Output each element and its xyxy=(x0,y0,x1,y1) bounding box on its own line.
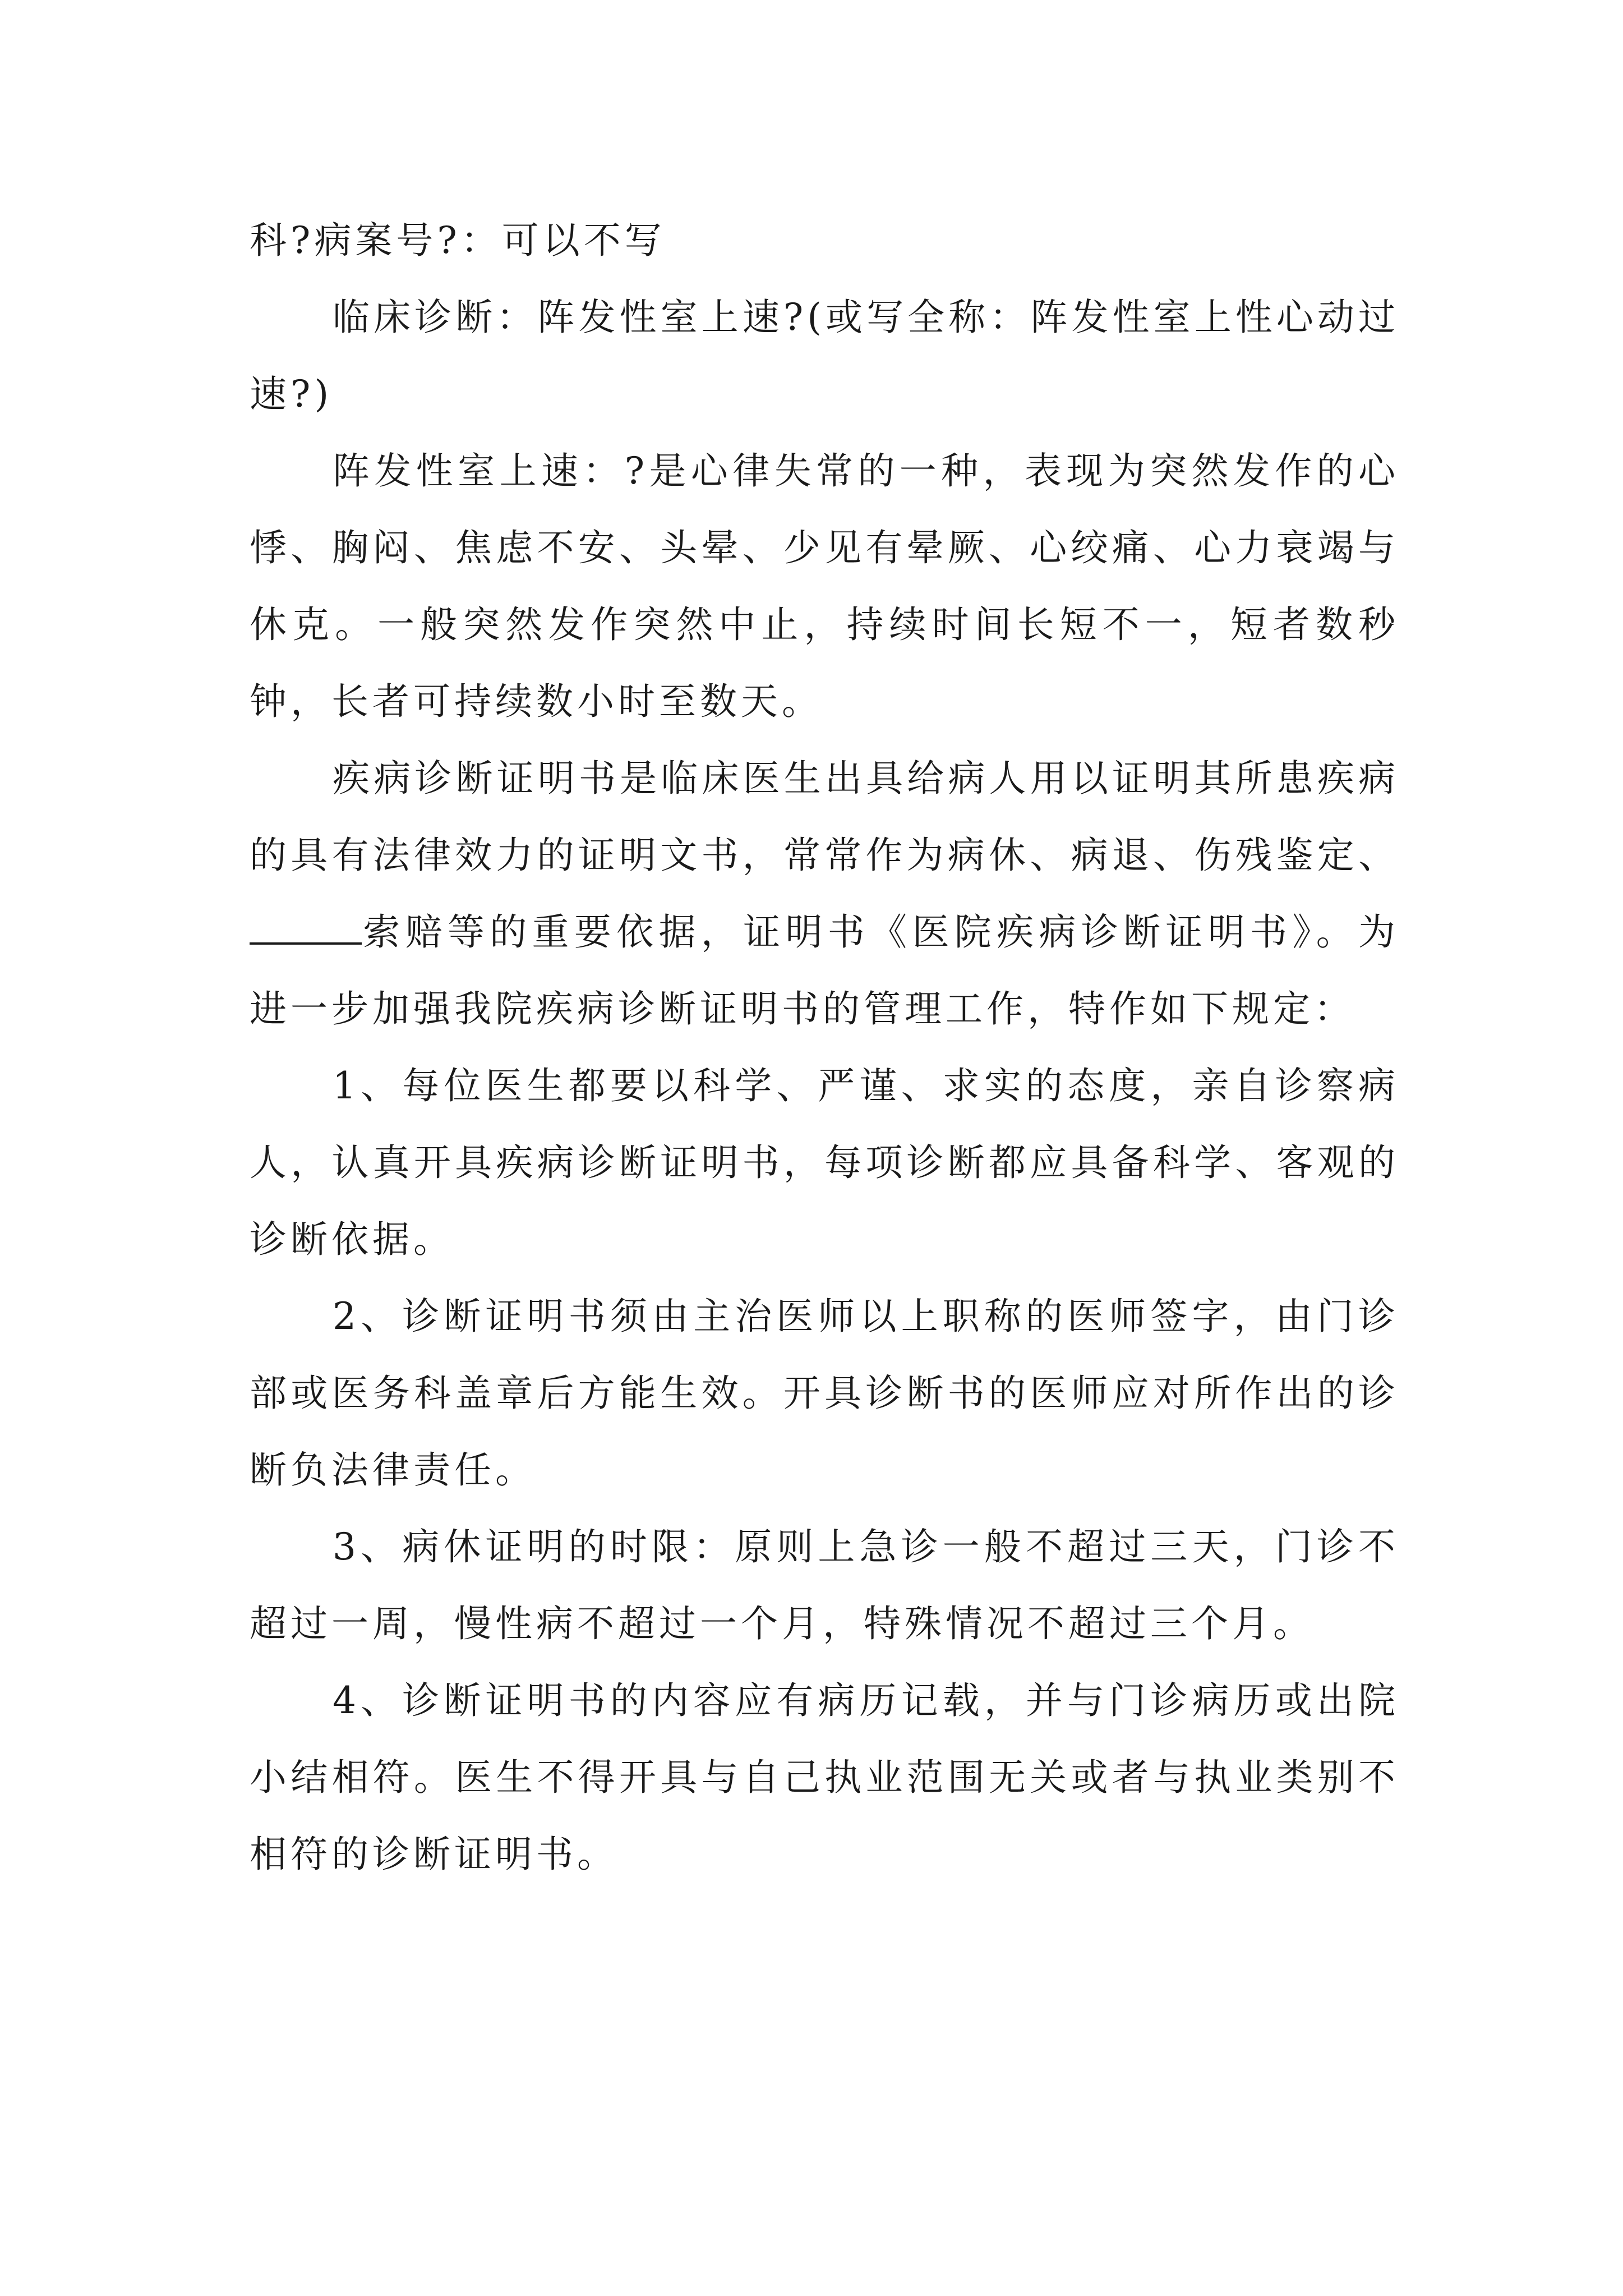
blank-underline xyxy=(250,914,362,945)
rule-item-2: 2、诊断证明书须由主治医师以上职称的医师签字，由门诊部或医务科盖章后方能生效。开具诊断书的医师应对所作出的诊断负法律责任。 xyxy=(250,1295,1399,1492)
paragraph-intro xyxy=(250,740,1399,1047)
intro-text-part-1: 疾病诊断证明书是临床医生出具给病人用以证明其所患疾病的具有法律效力的证明文书，常常作为病休、病退、伤残鉴定、 xyxy=(250,757,1399,877)
paragraph-clinical-diagnosis: 临床诊断：阵发性室上速?(或写全称：阵发性室上性心动过速?) xyxy=(250,296,1399,416)
document-body xyxy=(250,202,1399,1893)
rule-item-3: 3、病休证明的时限：原则上急诊一般不超过三天，门诊不超过一周，慢性病不超过一个月，特殊情况不超过三个月。 xyxy=(250,1525,1399,1645)
paragraph-definition: 阵发性室上速：?是心律失常的一种，表现为突然发作的心悸、胸闷、焦虑不安、头晕、少见有晕厥、心绞痛、心力衰竭与休克。一般突然发作突然中止，持续时间长短不一，短者数秒钟，长者可持续数小时至数天。 xyxy=(250,449,1399,723)
rule-item-4: 4、诊断证明书的内容应有病历记载，并与门诊病历或出院小结相符。医生不得开具与自己执业范围无关或者与执业类别不相符的诊断证明书。 xyxy=(250,1679,1399,1876)
intro-text-part-2: 索赔等的重要依据，证明书《医院疾病诊断证明书》。为进一步加强我院疾病诊断证明书的管理工作，特作如下规定： xyxy=(250,910,1399,1030)
paragraph-department: 科?病案号?：可以不写 xyxy=(250,219,666,262)
rule-item-1: 1、每位医生都要以科学、严谨、求实的态度，亲自诊察病人，认真开具疾病诊断证明书，每项诊断都应具备科学、客观的诊断依据。 xyxy=(250,1064,1399,1261)
